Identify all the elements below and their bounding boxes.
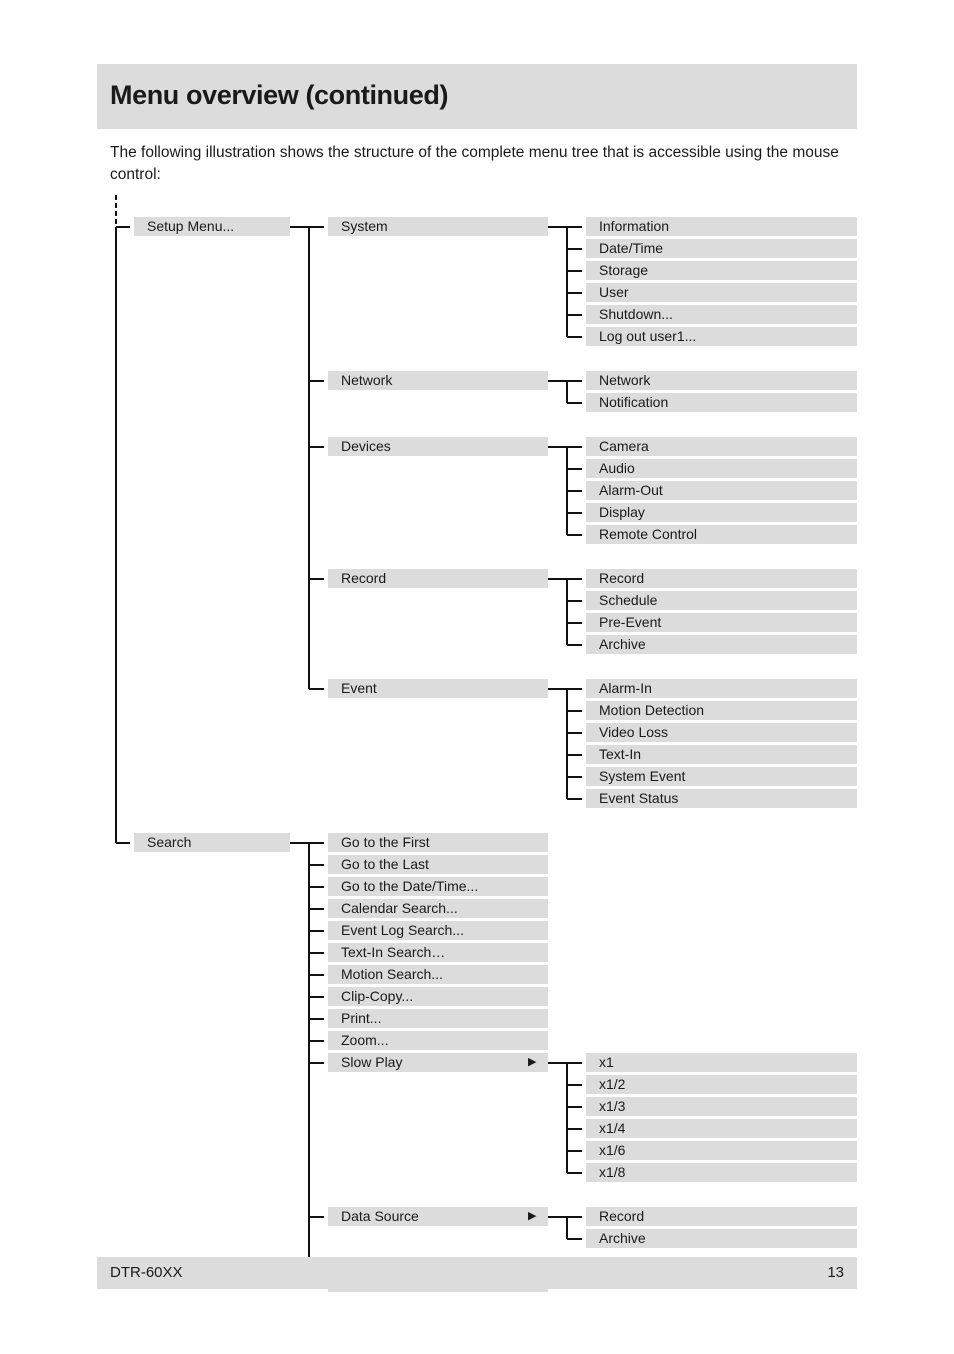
menu-item-alarm-out[interactable]: Alarm-Out [586, 481, 857, 500]
submenu-arrow-icon: ▶ [528, 1210, 537, 1222]
menu-item-x1-2[interactable]: x1/2 [586, 1075, 857, 1094]
menu-item-data-source[interactable]: Data Source [328, 1207, 548, 1226]
menu-item-camera[interactable]: Camera [586, 437, 857, 456]
menu-item-search[interactable]: Search [134, 833, 290, 852]
menu-item-video-loss[interactable]: Video Loss [586, 723, 857, 742]
menu-item-x1-8[interactable]: x1/8 [586, 1163, 857, 1182]
menu-item-event[interactable]: Event [328, 679, 548, 698]
menu-item-clip-copy[interactable]: Clip-Copy... [328, 987, 548, 1006]
menu-item-event-status[interactable]: Event Status [586, 789, 857, 808]
menu-item-go-to-the-last[interactable]: Go to the Last [328, 855, 548, 874]
menu-item-event-log-search[interactable]: Event Log Search... [328, 921, 548, 940]
menu-item-information[interactable]: Information [586, 217, 857, 236]
menu-item-x1-6[interactable]: x1/6 [586, 1141, 857, 1160]
menu-item-alarm-in[interactable]: Alarm-In [586, 679, 857, 698]
menu-item-setup-menu[interactable]: Setup Menu... [134, 217, 290, 236]
menu-item-record[interactable]: Record [586, 569, 857, 588]
menu-item-shutdown[interactable]: Shutdown... [586, 305, 857, 324]
menu-item-audio[interactable]: Audio [586, 459, 857, 478]
menu-item-system-event[interactable]: System Event [586, 767, 857, 786]
menu-item-network[interactable]: Network [328, 371, 548, 390]
menu-item-notification[interactable]: Notification [586, 393, 857, 412]
menu-item-go-to-the-date-time[interactable]: Go to the Date/Time... [328, 877, 548, 896]
intro-paragraph: The following illustration shows the structure of the complete menu tree that is accessible using the mouse control: [110, 144, 839, 183]
menu-item-storage[interactable]: Storage [586, 261, 857, 280]
menu-item-text-in[interactable]: Text-In [586, 745, 857, 764]
menu-item-record[interactable]: Record [328, 569, 548, 588]
menu-item-go-to-the-first[interactable]: Go to the First [328, 833, 548, 852]
menu-item-devices[interactable]: Devices [328, 437, 548, 456]
menu-item-network[interactable]: Network [586, 371, 857, 390]
menu-item-pre-event[interactable]: Pre-Event [586, 613, 857, 632]
page-footer [97, 1257, 857, 1289]
menu-item-remote-control[interactable]: Remote Control [586, 525, 857, 544]
menu-item-log-out-user1[interactable]: Log out user1... [586, 327, 857, 346]
menu-item-display[interactable]: Display [586, 503, 857, 522]
menu-item-motion-search[interactable]: Motion Search... [328, 965, 548, 984]
menu-item-user[interactable]: User [586, 283, 857, 302]
footer-page-number: 13 [827, 1264, 844, 1281]
menu-item-slow-play[interactable]: Slow Play [328, 1053, 548, 1072]
menu-item-system[interactable]: System [328, 217, 548, 236]
footer-model: DTR-60XX [110, 1264, 183, 1281]
submenu-arrow-icon: ▶ [528, 1056, 537, 1068]
menu-item-archive[interactable]: Archive [586, 1229, 857, 1248]
menu-item-text-in-search[interactable]: Text-In Search… [328, 943, 548, 962]
menu-item-print[interactable]: Print... [328, 1009, 548, 1028]
menu-item-x1[interactable]: x1 [586, 1053, 857, 1072]
menu-item-x1-4[interactable]: x1/4 [586, 1119, 857, 1138]
menu-item-calendar-search[interactable]: Calendar Search... [328, 899, 548, 918]
menu-item-record[interactable]: Record [586, 1207, 857, 1226]
menu-item-archive[interactable]: Archive [586, 635, 857, 654]
menu-item-x1-3[interactable]: x1/3 [586, 1097, 857, 1116]
page-title: Menu overview (continued) [110, 80, 449, 110]
menu-item-schedule[interactable]: Schedule [586, 591, 857, 610]
menu-item-motion-detection[interactable]: Motion Detection [586, 701, 857, 720]
menu-item-date-time[interactable]: Date/Time [586, 239, 857, 258]
menu-item-zoom[interactable]: Zoom... [328, 1031, 548, 1050]
